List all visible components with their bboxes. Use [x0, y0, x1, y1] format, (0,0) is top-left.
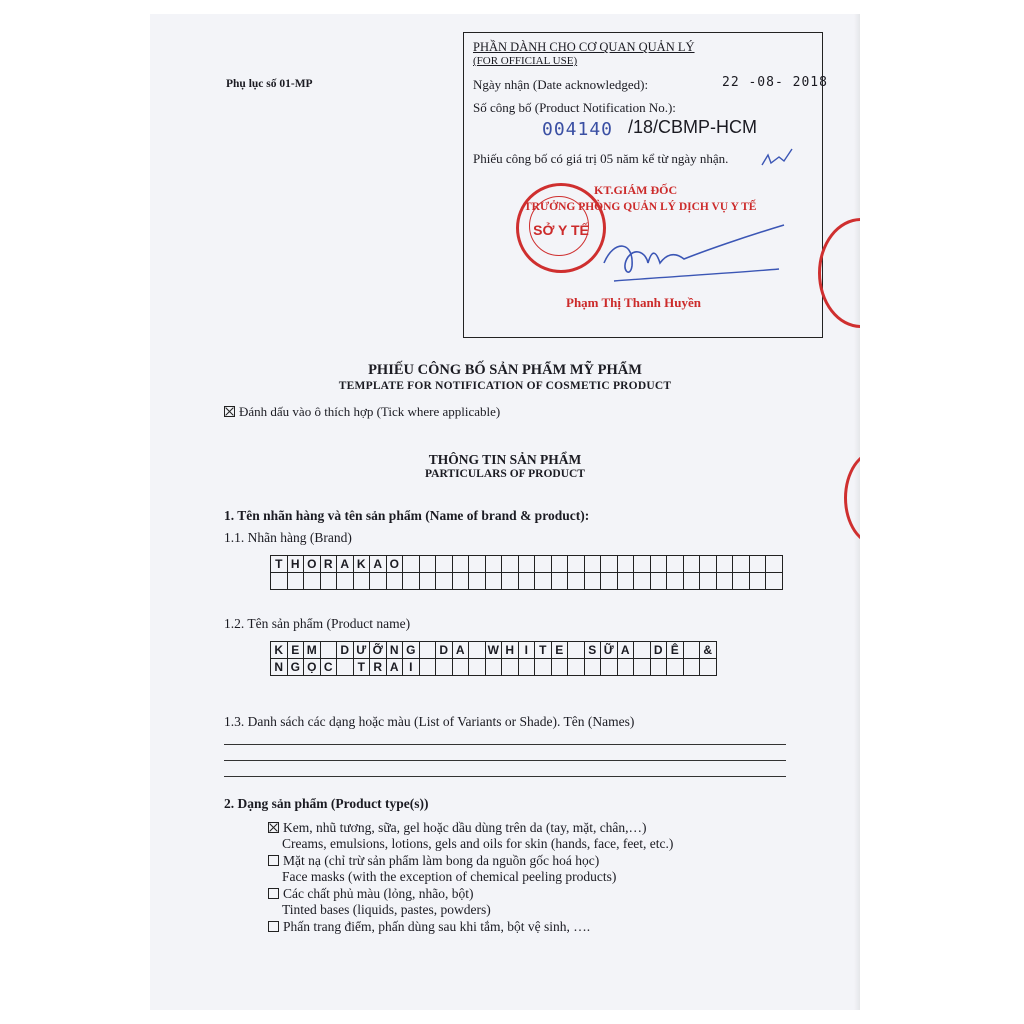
grid-cell	[469, 556, 486, 573]
grid-cell: Ê	[667, 642, 684, 659]
grid-cell	[551, 659, 568, 676]
grid-cell	[518, 659, 535, 676]
grid-cell	[568, 659, 585, 676]
official-title-en: (FOR OFFICIAL USE)	[473, 55, 578, 67]
notification-number: 004140	[542, 119, 614, 140]
grid-cell	[419, 659, 436, 676]
grid-cell	[700, 573, 717, 590]
signature	[594, 211, 794, 291]
grid-cell	[485, 556, 502, 573]
grid-cell	[337, 659, 354, 676]
section-1-title: 1. Tên nhãn hàng và tên sản phẩm (Name of brand & product):	[224, 508, 590, 523]
grid-cell	[650, 573, 667, 590]
notification-label: Số công bố (Product Notification No.):	[473, 100, 676, 115]
checkbox-empty-icon	[268, 888, 279, 899]
product-name-label: 1.2. Tên sản phẩm (Product name)	[224, 616, 411, 631]
variants-line-1	[224, 744, 786, 745]
grid-cell	[733, 573, 750, 590]
official-use-box	[463, 32, 828, 338]
grid-cell	[320, 642, 337, 659]
grid-cell	[634, 573, 651, 590]
grid-cell	[452, 573, 469, 590]
grid-cell	[601, 556, 618, 573]
document-page	[150, 14, 860, 1010]
grid-cell: T	[535, 642, 552, 659]
grid-cell: O	[386, 556, 403, 573]
type-1-en: Creams, emulsions, lotions, gels and oils for skin (hands, face, feet, etc.)	[282, 836, 674, 851]
type-option-3	[268, 886, 491, 918]
grid-cell: E	[287, 642, 304, 659]
grid-cell	[716, 573, 733, 590]
grid-cell	[403, 556, 420, 573]
grid-cell: N	[386, 642, 403, 659]
grid-cell	[617, 659, 634, 676]
grid-cell	[469, 642, 486, 659]
grid-cell	[617, 556, 634, 573]
signer-role-2: TRƯỞNG PHÒNG QUẢN LÝ DỊCH VỤ Y TẾ	[524, 201, 757, 213]
grid-cell	[502, 659, 519, 676]
brand-grid	[270, 555, 783, 590]
grid-cell	[419, 642, 436, 659]
grid-cell	[634, 556, 651, 573]
grid-cell	[667, 573, 684, 590]
notification-suffix: /18/CBMP-HCM	[628, 117, 758, 137]
grid-cell	[518, 573, 535, 590]
grid-cell	[667, 659, 684, 676]
grid-cell: K	[271, 642, 288, 659]
grid-cell: Ọ	[304, 659, 321, 676]
grid-cell	[634, 659, 651, 676]
grid-cell	[683, 556, 700, 573]
grid-cell	[304, 573, 321, 590]
grid-cell	[634, 642, 651, 659]
type-1-vi: Kem, nhũ tương, sữa, gel hoặc dầu dùng trên da (tay, mặt, chân,…)	[283, 820, 647, 835]
official-title-vi: PHẦN DÀNH CHO CƠ QUAN QUẢN LÝ	[473, 40, 695, 54]
checkbox-empty-icon	[268, 855, 279, 866]
type-3-vi: Các chất phủ màu (lỏng, nhão, bột)	[283, 886, 474, 901]
grid-cell	[535, 659, 552, 676]
side-seal-partial	[818, 218, 860, 328]
grid-cell: Ữ	[601, 642, 618, 659]
brand-grid-row-1	[271, 556, 783, 573]
grid-cell: S	[584, 642, 601, 659]
grid-cell	[386, 573, 403, 590]
product-name-grid-row-1	[271, 642, 717, 659]
grid-cell	[601, 659, 618, 676]
grid-cell	[584, 659, 601, 676]
grid-cell: A	[617, 642, 634, 659]
grid-cell	[650, 556, 667, 573]
grid-cell	[667, 556, 684, 573]
grid-cell: N	[271, 659, 288, 676]
grid-cell	[766, 556, 783, 573]
type-option-2	[268, 853, 616, 885]
product-name-grid	[270, 641, 717, 676]
appendix-label: Phụ lục số 01-MP	[226, 78, 313, 90]
grid-cell: H	[502, 642, 519, 659]
grid-cell: G	[287, 659, 304, 676]
date-label: Ngày nhận (Date acknowledged):	[473, 77, 649, 92]
grid-cell: M	[304, 642, 321, 659]
grid-cell	[584, 556, 601, 573]
form-title-vi: PHIẾU CÔNG BỐ SẢN PHẨM MỸ PHẨM	[368, 362, 642, 378]
variants-line-3	[224, 776, 786, 777]
section-title-vi: THÔNG TIN SẢN PHẨM	[428, 452, 582, 467]
tick-note-text: Đánh dấu vào ô thích hợp (Tick where applicable)	[239, 404, 501, 419]
grid-cell	[584, 573, 601, 590]
grid-cell: R	[320, 556, 337, 573]
grid-cell	[568, 573, 585, 590]
grid-cell	[700, 556, 717, 573]
grid-cell	[370, 573, 387, 590]
grid-cell	[551, 556, 568, 573]
grid-cell	[601, 573, 618, 590]
grid-cell: A	[370, 556, 387, 573]
grid-cell: R	[370, 659, 387, 676]
grid-cell	[403, 573, 420, 590]
seal-text: SỞ Y TẾ	[533, 222, 589, 238]
grid-cell	[535, 556, 552, 573]
grid-cell: Ỡ	[370, 642, 387, 659]
type-option-1	[268, 820, 673, 852]
grid-cell: K	[353, 556, 370, 573]
grid-cell: D	[650, 642, 667, 659]
official-seal	[516, 183, 606, 273]
grid-cell: D	[436, 642, 453, 659]
variants-label: 1.3. Danh sách các dạng hoặc màu (List of Variants or Shade). Tên (Names)	[224, 714, 635, 729]
grid-cell: A	[337, 556, 354, 573]
grid-cell: I	[403, 659, 420, 676]
product-name-grid-row-2	[271, 659, 717, 676]
grid-cell: D	[337, 642, 354, 659]
grid-cell	[436, 659, 453, 676]
grid-cell	[766, 573, 783, 590]
grid-cell	[502, 556, 519, 573]
grid-cell	[436, 556, 453, 573]
grid-cell	[452, 556, 469, 573]
grid-cell: H	[287, 556, 304, 573]
type-3-en: Tinted bases (liquids, pastes, powders)	[282, 902, 491, 917]
date-value: 22 -08- 2018	[722, 75, 828, 90]
checkbox-checked-icon	[224, 406, 235, 417]
grid-cell	[485, 659, 502, 676]
checkbox-empty-icon	[268, 921, 279, 932]
grid-cell	[749, 556, 766, 573]
grid-cell	[502, 573, 519, 590]
section-2-title: 2. Dạng sản phẩm (Product type(s))	[224, 796, 429, 811]
grid-cell	[271, 573, 288, 590]
grid-cell	[485, 573, 502, 590]
grid-cell: T	[353, 659, 370, 676]
grid-cell	[683, 573, 700, 590]
grid-cell: T	[271, 556, 288, 573]
grid-cell	[419, 556, 436, 573]
grid-cell	[683, 659, 700, 676]
grid-cell: &	[700, 642, 717, 659]
grid-cell: W	[485, 642, 502, 659]
type-option-4	[268, 919, 590, 935]
grid-cell	[469, 659, 486, 676]
grid-cell	[551, 573, 568, 590]
section-title-en: PARTICULARS OF PRODUCT	[425, 468, 585, 480]
grid-cell: E	[551, 642, 568, 659]
checkbox-checked-icon	[268, 822, 279, 833]
grid-cell	[650, 659, 667, 676]
type-4-vi: Phấn trang điểm, phấn dùng sau khi tắm, bột vệ sinh, ….	[283, 919, 591, 934]
grid-cell: I	[518, 642, 535, 659]
grid-cell	[568, 642, 585, 659]
grid-cell	[353, 573, 370, 590]
form-title-en: TEMPLATE FOR NOTIFICATION OF COSMETIC PRODUCT	[338, 380, 672, 392]
grid-cell	[749, 573, 766, 590]
grid-cell	[337, 573, 354, 590]
initials-mark	[759, 145, 795, 173]
grid-cell	[419, 573, 436, 590]
grid-cell	[700, 659, 717, 676]
grid-cell	[535, 573, 552, 590]
brand-label: 1.1. Nhãn hàng (Brand)	[224, 530, 352, 545]
grid-cell	[617, 573, 634, 590]
grid-cell	[287, 573, 304, 590]
grid-cell	[452, 659, 469, 676]
grid-cell	[320, 573, 337, 590]
grid-cell: A	[386, 659, 403, 676]
grid-cell: A	[452, 642, 469, 659]
signer-name: Phạm Thị Thanh Huyền	[566, 295, 701, 310]
grid-cell: G	[403, 642, 420, 659]
type-2-vi: Mặt nạ (chỉ trừ sản phẩm làm bong da nguồn gốc hoá học)	[283, 853, 600, 868]
variants-line-2	[224, 760, 786, 761]
grid-cell	[568, 556, 585, 573]
grid-cell	[436, 573, 453, 590]
grid-cell	[716, 556, 733, 573]
grid-cell	[518, 556, 535, 573]
validity-note: Phiếu công bố có giá trị 05 năm kể từ ngày nhận.	[473, 151, 729, 166]
grid-cell: C	[320, 659, 337, 676]
grid-cell	[683, 642, 700, 659]
grid-cell: O	[304, 556, 321, 573]
signer-role-1: KT.GIÁM ĐỐC	[594, 183, 678, 197]
grid-cell: Ư	[353, 642, 370, 659]
tick-note	[224, 404, 500, 420]
grid-cell	[469, 573, 486, 590]
brand-grid-row-2	[271, 573, 783, 590]
grid-cell	[733, 556, 750, 573]
type-2-en: Face masks (with the exception of chemical peeling products)	[282, 869, 617, 884]
